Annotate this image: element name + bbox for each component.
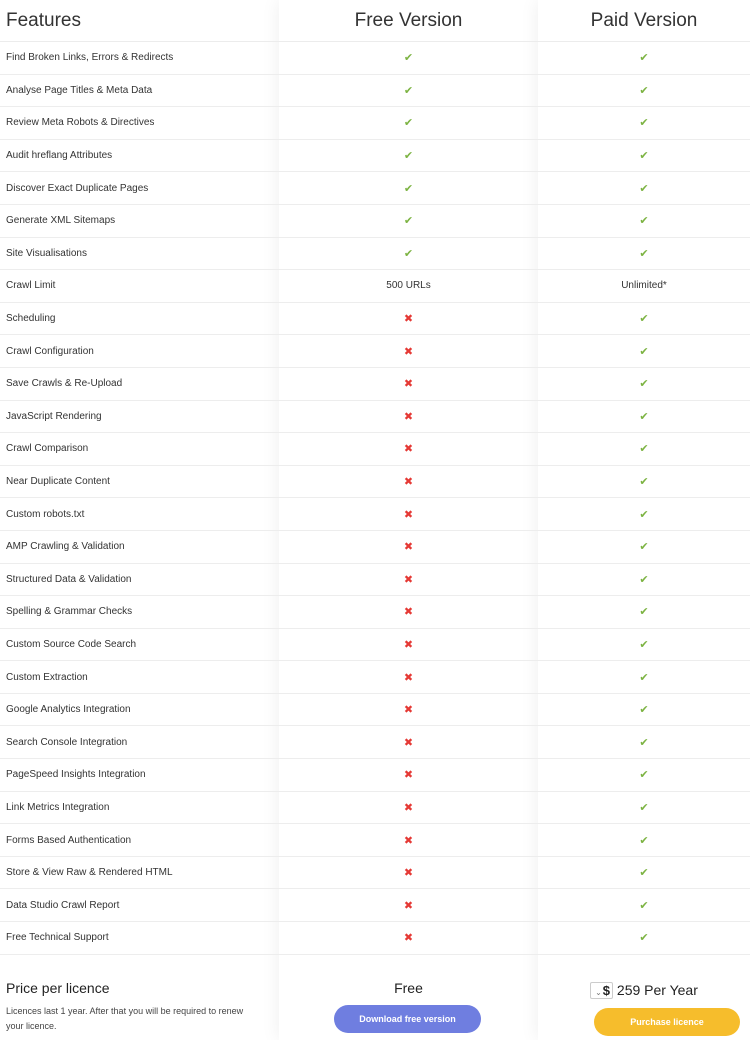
table-row bbox=[0, 303, 750, 336]
paid-value: Unlimited* bbox=[621, 280, 667, 292]
free-cell bbox=[279, 899, 538, 912]
feature-label: Crawl Limit bbox=[6, 280, 56, 292]
feature-label: Spelling & Grammar Checks bbox=[6, 606, 133, 618]
feature-label: Link Metrics Integration bbox=[6, 801, 110, 813]
free-cell bbox=[279, 540, 538, 553]
price-title: Price per licence bbox=[6, 980, 110, 996]
check-icon: ✔ bbox=[639, 117, 649, 130]
download-free-button[interactable]: Download free version bbox=[334, 1005, 481, 1033]
table-row bbox=[0, 726, 750, 759]
feature-label: Audit hreflang Attributes bbox=[6, 150, 113, 162]
cross-icon: ✖ bbox=[403, 410, 414, 423]
check-icon: ✔ bbox=[639, 638, 649, 651]
paid-cell bbox=[538, 801, 750, 814]
check-icon: ✔ bbox=[639, 378, 649, 391]
free-cell bbox=[279, 834, 538, 847]
feature-label: Site Visualisations bbox=[6, 247, 87, 259]
paid-cell bbox=[538, 703, 750, 716]
free-cell bbox=[279, 671, 538, 684]
cross-icon: ✖ bbox=[403, 443, 414, 456]
check-icon: ✔ bbox=[403, 247, 414, 260]
free-cell bbox=[279, 931, 538, 944]
free-cell bbox=[279, 410, 538, 423]
free-cell bbox=[279, 768, 538, 781]
price-note: Licences last 1 year. After that you will be required to renew your licence. bbox=[6, 1006, 244, 1031]
check-icon: ✔ bbox=[403, 215, 414, 228]
paid-cell bbox=[538, 475, 750, 488]
feature-label: AMP Crawling & Validation bbox=[6, 541, 125, 553]
free-cell bbox=[279, 475, 538, 488]
paid-cell bbox=[538, 116, 750, 129]
free-cell bbox=[279, 442, 538, 455]
paid-cell bbox=[538, 540, 750, 553]
cross-icon: ✖ bbox=[403, 476, 414, 489]
paid-cell bbox=[538, 410, 750, 423]
free-cell bbox=[279, 84, 538, 97]
table-row bbox=[0, 661, 750, 694]
table-row bbox=[0, 140, 750, 173]
table-row bbox=[0, 531, 750, 564]
cross-icon: ✖ bbox=[403, 899, 414, 912]
table-row bbox=[0, 466, 750, 499]
paid-cell bbox=[538, 280, 750, 291]
table-row bbox=[0, 238, 750, 271]
paid-cell bbox=[538, 442, 750, 455]
check-icon: ✔ bbox=[639, 671, 649, 684]
check-icon: ✔ bbox=[639, 52, 649, 65]
free-cell bbox=[279, 149, 538, 162]
feature-label: Generate XML Sitemaps bbox=[6, 215, 116, 227]
paid-cell bbox=[538, 345, 750, 358]
free-cell bbox=[279, 214, 538, 227]
free-cell bbox=[279, 801, 538, 814]
cross-icon: ✖ bbox=[403, 867, 414, 880]
paid-cell bbox=[538, 671, 750, 684]
check-icon: ✔ bbox=[639, 704, 649, 717]
check-icon: ✔ bbox=[639, 769, 649, 782]
cross-icon: ✖ bbox=[403, 769, 414, 782]
cross-icon: ✖ bbox=[403, 313, 414, 326]
free-cell bbox=[279, 247, 538, 260]
free-cell bbox=[279, 736, 538, 749]
feature-label: Free Technical Support bbox=[6, 932, 109, 944]
table-row bbox=[0, 270, 750, 303]
purchase-licence-button[interactable]: Purchase licence bbox=[594, 1008, 740, 1036]
check-icon: ✔ bbox=[403, 117, 414, 130]
table-row bbox=[0, 107, 750, 140]
feature-label: Review Meta Robots & Directives bbox=[6, 117, 155, 129]
free-cell bbox=[279, 573, 538, 586]
paid-cell bbox=[538, 377, 750, 390]
cross-icon: ✖ bbox=[403, 704, 414, 717]
cross-icon: ✖ bbox=[403, 345, 414, 358]
feature-label: Find Broken Links, Errors & Redirects bbox=[6, 52, 174, 64]
table-row bbox=[0, 824, 750, 857]
free-cell bbox=[279, 116, 538, 129]
feature-label: Save Crawls & Re-Upload bbox=[6, 378, 123, 390]
paid-cell bbox=[538, 736, 750, 749]
check-icon: ✔ bbox=[639, 476, 649, 489]
free-price: Free bbox=[394, 980, 423, 996]
chevron-down-icon: ⌄ bbox=[595, 988, 602, 997]
free-cell bbox=[279, 182, 538, 195]
table-row bbox=[0, 564, 750, 597]
cross-icon: ✖ bbox=[403, 671, 414, 684]
feature-label: Structured Data & Validation bbox=[6, 573, 132, 585]
check-icon: ✔ bbox=[639, 508, 649, 521]
table-row bbox=[0, 889, 750, 922]
table-row bbox=[0, 922, 750, 955]
table-row bbox=[0, 42, 750, 75]
feature-label: Search Console Integration bbox=[6, 736, 128, 748]
paid-price bbox=[538, 982, 750, 999]
feature-label: Data Studio Crawl Report bbox=[6, 899, 120, 911]
check-icon: ✔ bbox=[639, 801, 649, 814]
feature-label: Custom Extraction bbox=[6, 671, 88, 683]
paid-cell bbox=[538, 931, 750, 944]
check-icon: ✔ bbox=[403, 150, 414, 163]
check-icon: ✔ bbox=[639, 899, 649, 912]
table-row bbox=[0, 75, 750, 108]
paid-cell bbox=[538, 508, 750, 521]
free-version-heading: Free Version bbox=[354, 9, 463, 31]
cross-icon: ✖ bbox=[403, 541, 414, 554]
table-row bbox=[0, 694, 750, 727]
free-cell bbox=[279, 605, 538, 618]
currency-select[interactable] bbox=[590, 982, 613, 999]
paid-cell bbox=[538, 899, 750, 912]
pricing-footer bbox=[0, 978, 750, 1040]
check-icon: ✔ bbox=[639, 606, 649, 619]
cross-icon: ✖ bbox=[403, 606, 414, 619]
check-icon: ✔ bbox=[639, 313, 649, 326]
table-row bbox=[0, 498, 750, 531]
feature-label: Store & View Raw & Rendered HTML bbox=[6, 867, 173, 879]
cross-icon: ✖ bbox=[403, 801, 414, 814]
table-row bbox=[0, 433, 750, 466]
cross-icon: ✖ bbox=[403, 736, 414, 749]
feature-label: Google Analytics Integration bbox=[6, 704, 131, 716]
check-icon: ✔ bbox=[639, 834, 649, 847]
check-icon: ✔ bbox=[403, 84, 414, 97]
feature-label: Custom Source Code Search bbox=[6, 638, 137, 650]
cross-icon: ✖ bbox=[403, 508, 414, 521]
check-icon: ✔ bbox=[639, 573, 649, 586]
check-icon: ✔ bbox=[639, 410, 649, 423]
feature-label: Analyse Page Titles & Meta Data bbox=[6, 84, 153, 96]
paid-cell bbox=[538, 51, 750, 64]
check-icon: ✔ bbox=[639, 867, 649, 880]
feature-label: Near Duplicate Content bbox=[6, 476, 110, 488]
paid-cell bbox=[538, 605, 750, 618]
check-icon: ✔ bbox=[639, 215, 649, 228]
feature-label: Crawl Comparison bbox=[6, 443, 89, 455]
table-header bbox=[0, 0, 750, 42]
free-cell bbox=[279, 51, 538, 64]
paid-cell bbox=[538, 84, 750, 97]
paid-cell bbox=[538, 214, 750, 227]
feature-label: Forms Based Authentication bbox=[6, 834, 132, 846]
features-heading: Features bbox=[6, 9, 81, 31]
check-icon: ✔ bbox=[639, 247, 649, 260]
free-cell bbox=[279, 377, 538, 390]
feature-label: Discover Exact Duplicate Pages bbox=[6, 182, 149, 194]
check-icon: ✔ bbox=[639, 182, 649, 195]
table-row bbox=[0, 335, 750, 368]
paid-cell bbox=[538, 149, 750, 162]
table-row bbox=[0, 401, 750, 434]
check-icon: ✔ bbox=[403, 182, 414, 195]
feature-rows bbox=[0, 42, 750, 955]
cross-icon: ✖ bbox=[403, 834, 414, 847]
paid-period: Per Year bbox=[644, 982, 698, 998]
feature-label: Custom robots.txt bbox=[6, 508, 85, 520]
paid-cell bbox=[538, 182, 750, 195]
cross-icon: ✖ bbox=[403, 638, 414, 651]
table-row bbox=[0, 596, 750, 629]
table-row bbox=[0, 205, 750, 238]
free-cell bbox=[279, 703, 538, 716]
free-cell bbox=[279, 345, 538, 358]
check-icon: ✔ bbox=[639, 443, 649, 456]
paid-amount: 259 bbox=[616, 982, 641, 998]
paid-cell bbox=[538, 312, 750, 325]
paid-cell bbox=[538, 866, 750, 879]
cross-icon: ✖ bbox=[403, 378, 414, 391]
paid-cell bbox=[538, 638, 750, 651]
check-icon: ✔ bbox=[403, 52, 414, 65]
check-icon: ✔ bbox=[639, 150, 649, 163]
check-icon: ✔ bbox=[639, 736, 649, 749]
paid-cell bbox=[538, 573, 750, 586]
table-row bbox=[0, 368, 750, 401]
check-icon: ✔ bbox=[639, 84, 649, 97]
paid-cell bbox=[538, 834, 750, 847]
currency-symbol: $ bbox=[602, 983, 611, 998]
feature-label: JavaScript Rendering bbox=[6, 410, 102, 422]
free-value: 500 URLs bbox=[386, 280, 431, 292]
check-icon: ✔ bbox=[639, 345, 649, 358]
table-row bbox=[0, 759, 750, 792]
table-row bbox=[0, 629, 750, 662]
paid-cell bbox=[538, 247, 750, 260]
free-cell bbox=[279, 312, 538, 325]
free-cell bbox=[279, 280, 538, 291]
free-cell bbox=[279, 638, 538, 651]
feature-label: PageSpeed Insights Integration bbox=[6, 769, 146, 781]
feature-label: Crawl Configuration bbox=[6, 345, 94, 357]
check-icon: ✔ bbox=[639, 541, 649, 554]
paid-cell bbox=[538, 768, 750, 781]
free-cell bbox=[279, 866, 538, 879]
check-icon: ✔ bbox=[639, 932, 649, 945]
table-row bbox=[0, 857, 750, 890]
paid-version-heading: Paid Version bbox=[590, 9, 698, 31]
table-row bbox=[0, 792, 750, 825]
free-cell bbox=[279, 508, 538, 521]
cross-icon: ✖ bbox=[403, 573, 414, 586]
cross-icon: ✖ bbox=[403, 932, 414, 945]
table-row bbox=[0, 172, 750, 205]
feature-label: Scheduling bbox=[6, 313, 56, 325]
